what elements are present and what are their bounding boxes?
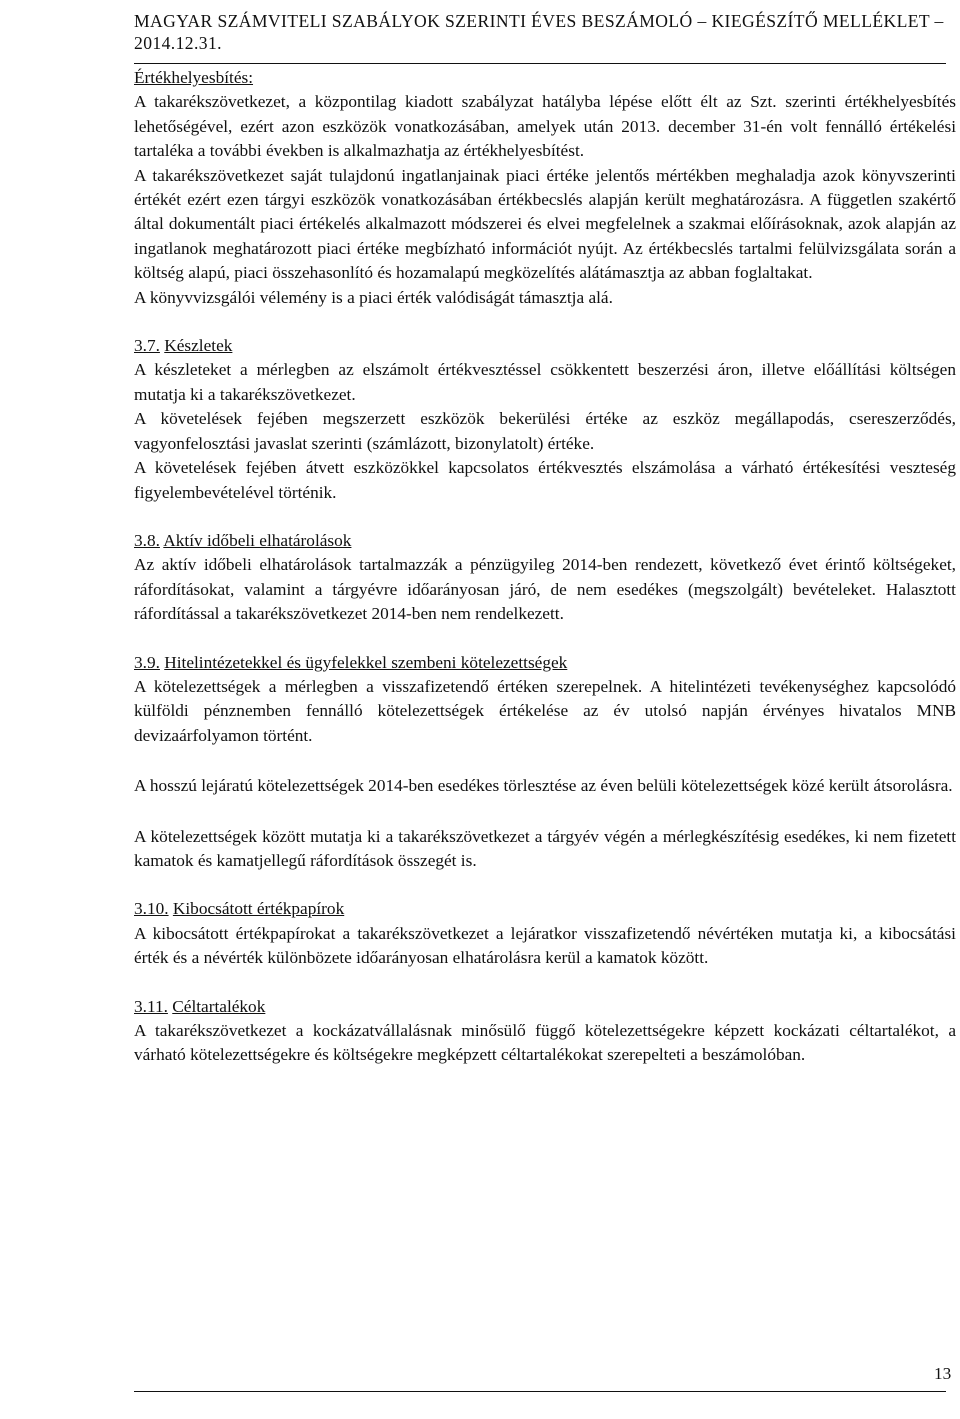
section-3-9-title: Hitelintézetekkel és ügyfelekkel szembeni kötelezettségek [164,652,568,672]
section-3-10-title: Kibocsátott értékpapírok [172,899,345,919]
section-3-9-heading [134,651,956,675]
section-3-11 [134,995,956,1068]
section-3-11-number: 3.11. [134,996,168,1016]
section-3-11-title: Céltartalékok [172,996,266,1016]
spacer [134,799,956,825]
section-3-8-title: Aktív időbeli elhatárolások [163,530,352,550]
section-3-7-paragraph-2: A követelések fejében megszerzett eszközök bekerülési értéke az eszköz megállapodás, csereszerződés, vagyonfelosztási javaslat szerinti (számlázott, bizonylatolt) értéke. [134,409,956,453]
footer-rule [134,1391,946,1392]
header-rule [134,63,946,64]
valuation-paragraph-2: A takarékszövetkezet saját tulajdonú ingatlanjainak piaci értéke jelentős mértékben meghaladja azok könyvszerinti értékét ezért ezen tárgyi eszközök vonatkozásában értékbecslés alapján került meghatározásra. A független szakértő által dokumentált piaci értékelés alkalmazott módszerei és elvei megfelelnek a szakmai előírásoknak, azok alapján az ingatlanok meghatározott piaci értéke megbízható információt nyújt. Az értékbecslés tartalmi felülvizsgálata során a költség alapú, piaci összehasonlító és hozamalapú megközelítés alátámasztja az abban foglaltakat. [134,165,956,283]
valuation-paragraph-1: A takarékszövetkezet, a központilag kiadott szabályzat hatályba lépése előtt élt az Szt. szerinti értékhelyesbítés lehetőségével, ezért azon eszközök vonatkozásában, amelyek után 2013. december 31-én volt fennálló értékelési tartaléka a további években is alkalmazhatja az értékhelyesbítést. [134,92,956,161]
section-3-7-number: 3.7. [134,336,160,356]
section-3-8-paragraph-1: Az aktív időbeli elhatárolások tartalmazzák a pénzügyileg 2014-ben rendezett, következő évet érintő költségeket, ráfordításokat, valamint a tárgyévre időarányosan járó, de nem esedékes (megszolgált) bevételeket. Halasztott ráfordítással a takarékszövetkezet 2014-ben nem rendelkezett. [134,555,956,624]
section-3-8 [134,529,956,627]
section-3-10-heading [134,897,956,921]
page-number: 13 [934,1364,952,1383]
section-3-10 [134,897,956,970]
section-3-10-paragraph-1: A kibocsátott értékpapírokat a takarékszövetkezet a lejáratkor visszafizetendő névértéken mutatja ki, a kibocsátási érték és a névérték különbözete időarányosan elhatárolásra kerül a kamatok között. [134,923,956,968]
section-3-8-number: 3.8. [134,530,160,550]
section-3-11-paragraph-1: A takarékszövetkezet a kockázatvállalásnak minősülő függő kötelezettségekre képzett kockázati céltartalékot, a várható kötelezettségekre és költségekre megképzett céltartalékokat szerepelteti a beszámolóban. [134,1021,956,1065]
spacer [134,627,956,651]
spacer [134,748,956,774]
section-3-7-title: Készletek [164,336,233,356]
section-3-11-heading [134,995,956,1019]
section-3-10-number: 3.10. [134,899,169,919]
section-3-8-heading [134,529,956,553]
spacer [134,873,956,897]
section-valuation [134,66,956,310]
spacer [134,310,956,334]
spacer [134,505,956,529]
section-3-9-paragraph-3: A kötelezettségek között mutatja ki a takarékszövetkezet a tárgyév végén a mérlegkészítésig esedékes, ki nem fizetett kamatok és kamatjellegű ráfordítások összegét is. [134,826,956,870]
section-3-7 [134,334,956,505]
section-3-9-number: 3.9. [134,652,160,672]
section-3-7-heading [134,334,956,358]
section-3-9-paragraph-1: A kötelezettségek a mérlegben a visszafizetendő értéken szerepelnek. A hitelintézeti tevékenységhez kapcsolódó külföldi pénznemben fennálló kötelezettségek értékelése az év utolsó napján érvényes hivatalos MNB devizaárfolyamon történt. [134,676,956,745]
valuation-paragraph-3: A könyvvizsgálói vélemény is a piaci érték valódiságát támasztja alá. [134,287,613,307]
section-3-9-paragraph-2: A hosszú lejáratú kötelezettségek 2014-ben esedékes törlesztése az éven belüli kötelezettségek közé került átsorolásra. [134,776,953,796]
page-header-title: MAGYAR SZÁMVITELI SZABÁLYOK SZERINTI ÉVES BESZÁMOLÓ – KIEGÉSZÍTŐ MELLÉKLET – 2014.12.31. [134,11,944,53]
page-content [134,66,956,1068]
section-3-9 [134,651,956,874]
valuation-heading: Értékhelyesbítés: [134,68,254,87]
section-3-7-paragraph-1: A készleteket a mérlegben az elszámolt értékvesztéssel csökkentett beszerzési áron, illetve előállítási költségen mutatja ki a takarékszövetkezet. [134,360,956,404]
spacer [134,971,956,995]
section-3-7-paragraph-3: A követelések fejében átvett eszközökkel kapcsolatos értékvesztés elszámolása a várható értékesítési veszteség figyelembevételével történik. [134,458,956,502]
